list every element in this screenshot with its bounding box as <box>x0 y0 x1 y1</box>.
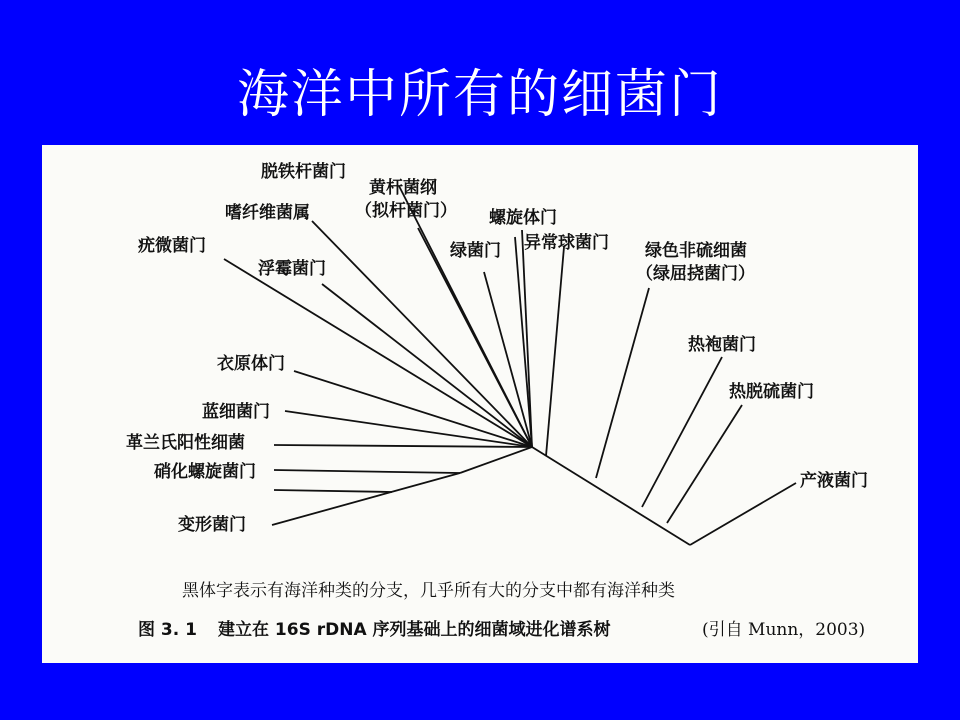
caption-number: 图 3. 1 <box>138 620 197 640</box>
phylogenetic-tree-figure <box>42 145 918 663</box>
label-chanye: 产液菌门 <box>800 471 868 491</box>
tree-labels <box>126 161 868 535</box>
label-lvjun: 绿菌门 <box>450 241 501 261</box>
slide-title: 海洋中所有的细菌门 <box>236 65 723 125</box>
branch-retuoliu <box>667 405 742 523</box>
figure-note: 黑体字表示有海洋种类的分支，几乎所有大的分支中都有海洋种类 <box>182 581 675 601</box>
label-shixianwei: 嗜纤维菌属 <box>225 203 310 223</box>
branch-feiliu <box>596 288 649 478</box>
label-luoxuanti: 螺旋体门 <box>489 208 557 228</box>
label-feiliu-2: （绿屈挠菌门） <box>636 264 755 284</box>
caption-text: 建立在 16S rDNA 序列基础上的细菌域进化谱系树 <box>218 620 611 640</box>
branch-yiyuanti <box>294 371 532 447</box>
branch-lanxi <box>285 411 532 447</box>
phylogenetic-tree-svg <box>42 145 918 663</box>
branch-chanye <box>690 483 796 545</box>
caption-source: (引自 Munn，2003) <box>702 620 866 640</box>
label-bianxing: 变形菌门 <box>178 515 246 535</box>
label-huanggan-1: 黄杆菌纲 <box>369 178 437 198</box>
label-retuoliu: 热脱硫菌门 <box>729 382 814 402</box>
branch-bianxing-split <box>274 490 392 492</box>
tree-branches <box>224 186 796 545</box>
label-tuotiegan: 脱铁杆菌门 <box>261 162 346 182</box>
branch-weijun <box>224 259 532 447</box>
label-rebao: 热袍菌门 <box>688 335 756 355</box>
branch-rebao <box>642 357 722 507</box>
label-yichangqiu: 异常球菌门 <box>524 233 609 253</box>
branch-yichangqiu-long <box>546 247 564 456</box>
label-gelanshi: 革兰氏阳性细菌 <box>126 433 245 453</box>
branch-xiaohua <box>274 470 460 473</box>
label-weijun: 疣微菌门 <box>138 236 206 256</box>
branch-bianxing <box>272 473 460 525</box>
label-fumei: 浮霉菌门 <box>258 259 326 279</box>
label-xiaohua: 硝化螺旋菌门 <box>154 462 256 482</box>
label-huanggan-2: （拟杆菌门） <box>355 201 457 221</box>
branch-fumei <box>322 284 532 447</box>
branch-bianxing-base <box>460 447 532 473</box>
branch-gelanshi <box>274 445 532 447</box>
label-lanxi: 蓝细菌门 <box>202 402 270 422</box>
label-feiliu-1: 绿色非硫细菌 <box>645 241 747 261</box>
figure-caption <box>138 619 865 640</box>
label-yiyuanti: 衣原体门 <box>217 354 285 374</box>
